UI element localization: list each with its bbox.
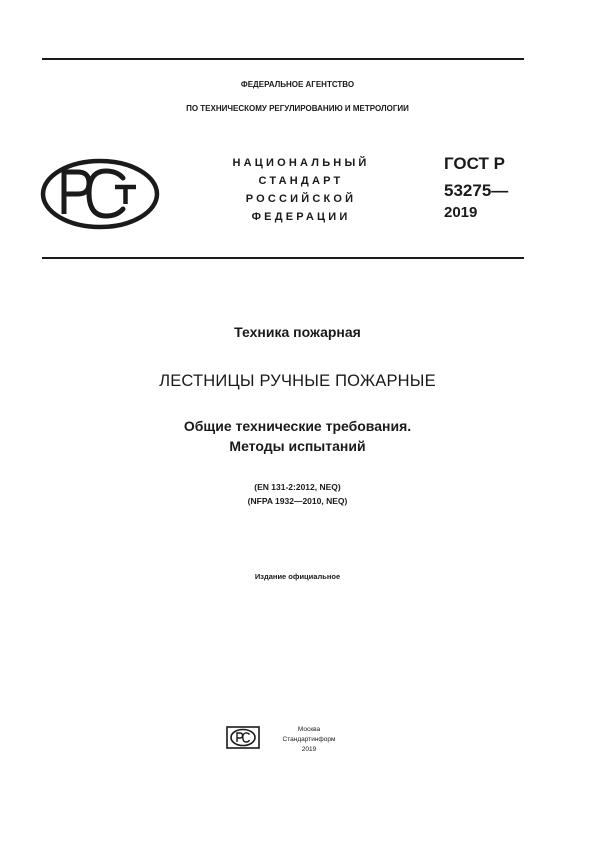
publisher-city: Москва bbox=[297, 726, 321, 733]
gost-r-logo-icon bbox=[40, 158, 160, 230]
reference-nfpa: (NFPA 1932—2010, NEQ) bbox=[247, 496, 348, 506]
standartinform-logo-icon bbox=[226, 726, 260, 749]
designation-year: 2019 bbox=[444, 204, 478, 221]
standard-type-line-2: СТАНДАРТ bbox=[258, 175, 344, 187]
middle-rule bbox=[42, 257, 524, 259]
designation-prefix: ГОСТ Р bbox=[444, 154, 505, 173]
standard-type-line-3: РОССИЙСКОЙ bbox=[245, 193, 357, 205]
designation-number: 53275— bbox=[444, 181, 509, 200]
agency-line-1: ФЕДЕРАЛЬНОЕ АГЕНТСТВО bbox=[240, 80, 355, 89]
document-title: ЛЕСТНИЦЫ РУЧНЫЕ ПОЖАРНЫЕ bbox=[159, 372, 436, 390]
standard-type-line-1: НАЦИОНАЛЬНЫЙ bbox=[232, 157, 370, 169]
agency-line-2: ПО ТЕХНИЧЕСКОМУ РЕГУЛИРОВАНИЮ И МЕТРОЛОГИИ bbox=[186, 104, 409, 113]
subtitle-line-1: Общие технические требования. bbox=[183, 418, 412, 434]
publisher-name: Стандартинформ bbox=[282, 736, 336, 743]
publisher-year: 2019 bbox=[301, 746, 317, 753]
subject-heading: Техника пожарная bbox=[234, 324, 361, 340]
edition-label: Издание официальное bbox=[254, 572, 341, 581]
standard-type-line-4: ФЕДЕРАЦИИ bbox=[251, 211, 351, 223]
reference-en: (EN 131-2:2012, NEQ) bbox=[254, 482, 341, 492]
top-rule bbox=[42, 58, 524, 60]
subtitle-line-2: Методы испытаний bbox=[229, 438, 366, 454]
